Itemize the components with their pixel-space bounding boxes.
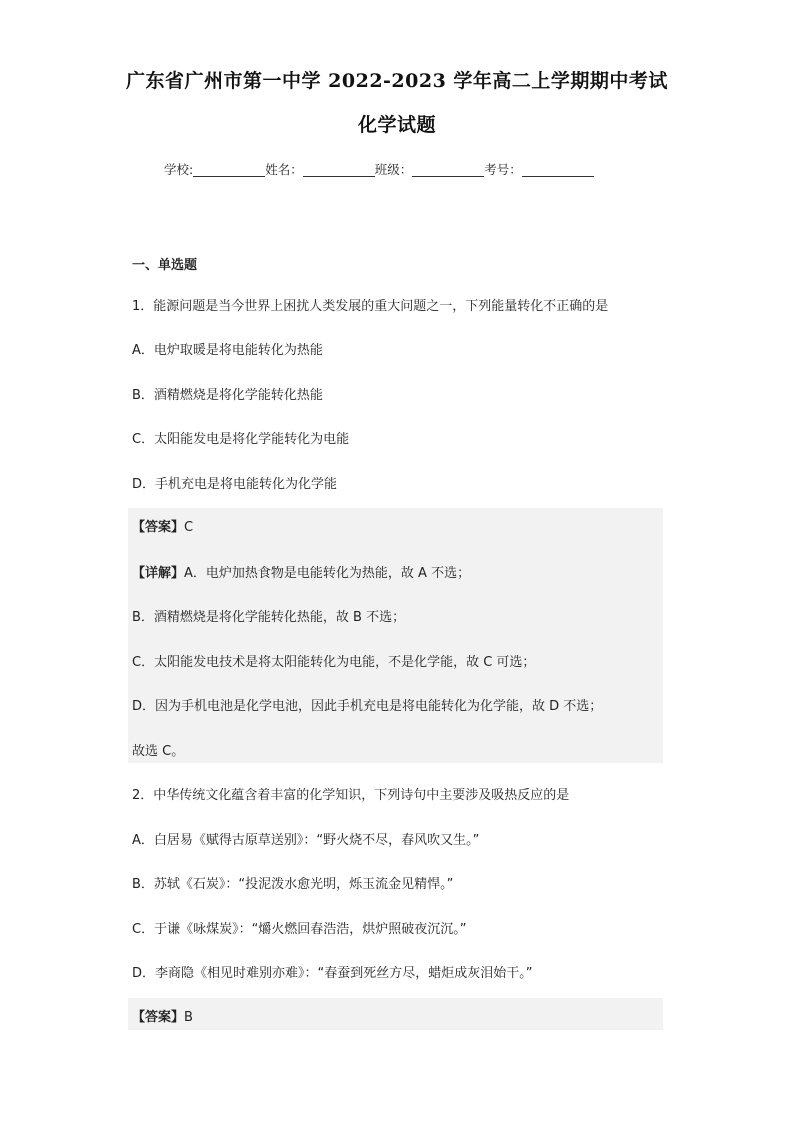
detail-text-a: A．电炉加热食物是电能转化为热能，故 A 不选； [184,566,471,581]
exam-no-label: 考号： [484,162,522,177]
question-1-answer [132,516,193,535]
question-2-option-c: C．于谦《咏煤炭》：“爝火燃回春浩浩，烘炉照破夜沉沉。” [132,922,467,937]
answer-value: C [184,520,194,535]
question-2-answer-panel [128,998,663,1030]
student-info-line [164,160,594,178]
question-2-option-d: D．李商隐《相见时难别亦难》：“春蚕到死丝方尽，蜡炬成灰泪始干。” [132,966,533,981]
answer-value: B [184,1010,193,1025]
question-1-answer-panel [128,508,663,763]
question-1-detail-b: B．酒精燃烧是将化学能转化热能，故 B 不选； [132,610,406,625]
exam-title: 广东省广州市第一中学 2022-2023 学年高二上学期期中考试 [126,70,668,92]
class-label: 班级： [374,162,413,177]
question-1-detail-c: C．太阳能发电技术是将太阳能转化为电能，不是化学能，故 C 可选； [132,655,536,670]
name-blank[interactable] [303,162,375,177]
question-1-option-b: B．酒精燃烧是将化学能转化热能 [132,388,323,403]
question-1-conclusion: 故选 C。 [132,744,185,759]
question-2-stem: 2．中华传统文化蕴含着丰富的化学知识，下列诗句中主要涉及吸热反应的是 [132,788,570,803]
answer-label: 【答案】 [132,520,185,535]
exam-no-blank[interactable] [522,162,594,177]
question-1-stem: 1．能源问题是当今世界上困扰人类发展的重大问题之一，下列能量转化不正确的是 [132,299,609,314]
question-2-option-b: B．苏轼《石炭》：“投泥泼水愈光明，烁玉流金见精悍。” [132,877,454,892]
question-1-option-d: D．手机充电是将电能转化为化学能 [132,477,338,492]
exam-subtitle: 化学试题 [357,114,436,136]
school-blank[interactable] [193,162,265,177]
question-1-option-c: C．太阳能发电是将化学能转化为电能 [132,432,350,447]
question-1-detail-d: D．因为手机电池是化学电池，因此手机充电是将电能转化为化学能，故 D 不选； [132,699,603,714]
class-blank[interactable] [412,162,484,177]
question-2-option-a: A．白居易《赋得古原草送别》：“野火烧不尽，春风吹又生。” [132,833,480,848]
section-title: 一、单选题 [132,258,198,273]
answer-label: 【答案】 [132,1010,185,1025]
name-label: 姓名： [265,162,303,177]
question-2-answer [132,1006,193,1025]
question-1-detail-a [132,562,470,581]
school-label: 学校: [164,162,194,177]
detail-label: 【详解】 [132,566,185,581]
question-1-option-a: A．电炉取暖是将电能转化为热能 [132,343,323,358]
